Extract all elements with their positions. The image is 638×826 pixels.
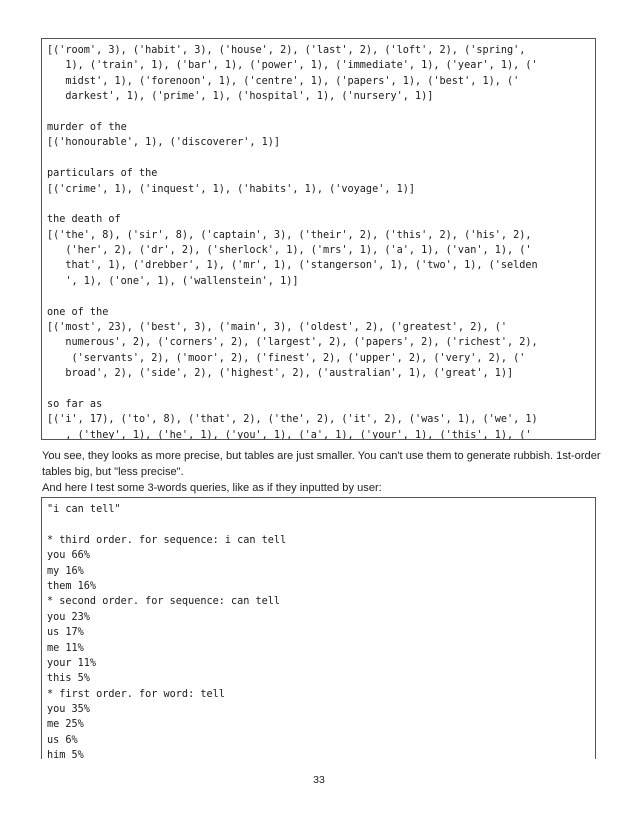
code-line: 1), ('train', 1), ('bar', 1), ('power', 1), ('immediate', 1), ('year', 1), (' — [47, 60, 538, 72]
code-line: you 35% — [47, 704, 90, 716]
code-line: [('crime', 1), ('inquest', 1), ('habits', 1), ('voyage', 1)] — [47, 183, 416, 195]
code-block-ngram-results — [41, 38, 596, 440]
code-line: this 5% — [47, 673, 90, 685]
code-line: me 25% — [47, 719, 84, 731]
paragraph-precision-note: You see, they looks as more precise, but tables are just smaller. You can't use them to generate rubbish. 1st-order tables big, but "less precise". — [42, 450, 601, 478]
code-line: so far as — [47, 398, 103, 410]
code-line — [47, 151, 591, 166]
code-line: * third order. for sequence: i can tell — [47, 534, 287, 546]
code-line — [47, 289, 591, 304]
code-line: "i can tell" — [47, 504, 121, 515]
code-line: ('servants', 2), ('moor', 2), ('finest', 2), ('upper', 2), ('very', 2), (' — [47, 352, 526, 364]
code-line: them 16% — [47, 580, 97, 592]
code-line: [('honourable', 1), ('discoverer', 1)] — [47, 137, 281, 149]
code-line: * second order. for sequence: can tell — [47, 596, 281, 608]
code-line — [47, 517, 591, 532]
code-line: midst', 1), ('forenoon', 1), ('centre', 1), ('papers', 1), ('best', 1), (' — [47, 75, 520, 87]
code-line: ', 1), ('one', 1), ('wallenstein', 1)] — [47, 275, 299, 287]
paragraph-query-intro: And here I test some 3-words queries, like as if they inputted by user: — [42, 482, 382, 494]
code-line: numerous', 2), ('corners', 2), ('largest', 2), ('papers', 2), ('richest', 2), — [47, 337, 538, 349]
code-line: the death of — [47, 214, 121, 226]
code-line: him 5% — [47, 750, 84, 759]
code-line: broad', 2), ('side', 2), ('highest', 2), ('australian', 1), ('great', 1)] — [47, 368, 514, 380]
code-line: us 17% — [47, 627, 84, 639]
code-line — [47, 105, 591, 120]
code-block-query-results — [41, 497, 596, 759]
code-line — [47, 382, 591, 397]
code-line: my 16% — [47, 565, 84, 577]
code-line — [47, 197, 591, 212]
code-line: [('the', 8), ('sir', 8), ('captain', 3), ('their', 2), ('this', 2), ('his', 2), — [47, 229, 532, 241]
code-line: [('i', 17), ('to', 8), ('that', 2), ('the', 2), ('it', 2), ('was', 1), ('we', 1) — [47, 414, 538, 426]
code-line: you 23% — [47, 611, 90, 623]
code-line: * first order. for word: tell — [47, 688, 225, 700]
code-line: , ('they', 1), ('he', 1), ('you', 1), ('a', 1), ('your', 1), ('this', 1), (' — [47, 429, 532, 440]
code-line: murder of the — [47, 121, 127, 133]
code-line: [('most', 23), ('best', 3), ('main', 3), ('oldest', 2), ('greatest', 2), (' — [47, 322, 508, 334]
code-line: one of the — [47, 306, 109, 318]
code-line: darkest', 1), ('prime', 1), ('hospital', 1), ('nursery', 1)] — [47, 91, 434, 103]
code-line: particulars of the — [47, 168, 158, 180]
code-line: you 66% — [47, 550, 90, 562]
code-line: ('her', 2), ('dr', 2), ('sherlock', 1), ('mrs', 1), ('a', 1), ('van', 1), (' — [47, 245, 532, 257]
code-line: us 6% — [47, 734, 78, 746]
code-line: your 11% — [47, 657, 97, 669]
code-line: [('room', 3), ('habit', 3), ('house', 2), ('last', 2), ('loft', 2), ('spring', — [47, 45, 526, 56]
code-line: me 11% — [47, 642, 84, 654]
code-line: that', 1), ('drebber', 1), ('mr', 1), ('stangerson', 1), ('two', 1), ('selden — [47, 260, 538, 272]
page-number: 33 — [313, 774, 325, 786]
